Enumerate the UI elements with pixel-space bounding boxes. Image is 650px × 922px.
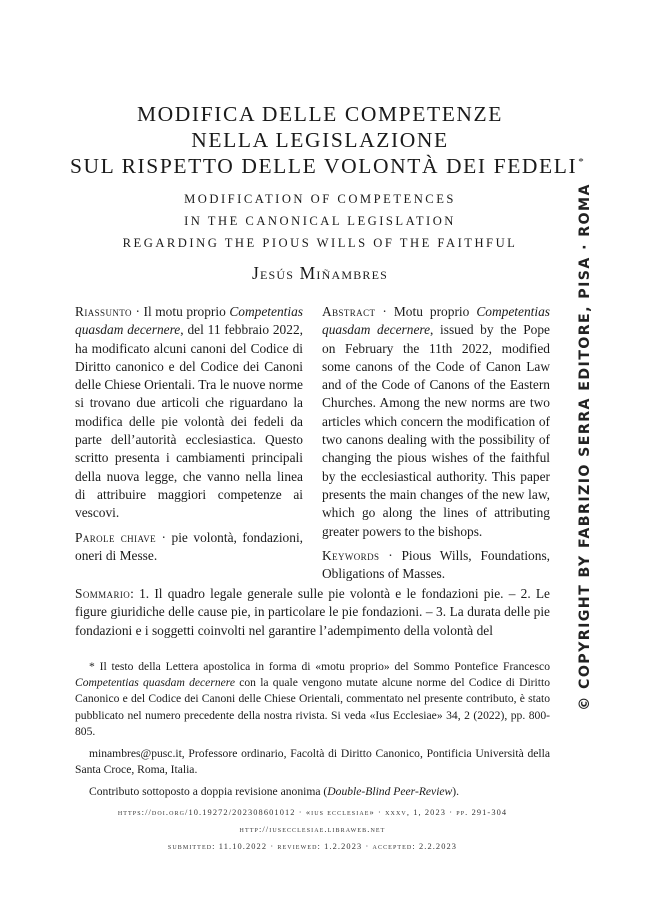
title-en-line-3: REGARDING THE PIOUS WILLS OF THE FAITHFUL: [122, 236, 518, 250]
keywords-text: Pious Wills, Foundations, Obligations of Masses.: [322, 547, 551, 582]
keywords-label: Keywords: [322, 547, 380, 563]
title-en-line-2: IN THE CANONICAL LEGISLATION: [184, 214, 456, 228]
footer-url-line: http://iusecclesiae.libraweb.net: [239, 825, 386, 834]
author-name: Jesús Miñambres: [251, 263, 389, 283]
page-footer: [75, 804, 550, 855]
footer-doi-line: https://doi.org/10.19272/202308601012 · «ius ecclesiae» · xxxv, 1, 2023 · pp. 291-304: [117, 808, 508, 817]
footnote-italic-title: Competentias quasdam decernere: [75, 676, 235, 690]
riassunto-sep: ·: [131, 304, 144, 319]
keywords-sep: ·: [379, 547, 402, 563]
parole-chiave-sep: ·: [156, 529, 172, 545]
footnote-1: [75, 659, 550, 740]
abstract-paragraph: [322, 303, 550, 541]
abstract-pre: Motu proprio: [393, 304, 477, 319]
copyright-text: © COPYRIGHT BY FABRIZIO SERRA EDITORE, PISA · ROMA: [577, 183, 593, 711]
review-note-pre: Contributo sottoposto a doppia revisione anonima (: [89, 785, 328, 799]
title-footnote-mark: *: [578, 156, 586, 168]
article-title-italian: [70, 101, 586, 179]
abstract-body: , issued by the Pope on February the 11th 2022, modified some canons of the Code of Canon Law and of the Code of Canons of the Eastern Churches. Among the new norms are two articles which concern the modification of two canons dealing with the possibility of changing the pious wishes of the faithful by the ecclesiastical authority. This paper presents the main changes of the new law, which go along the lines of attributing greater powers to the bishops.: [322, 322, 550, 539]
abstract-italian: [75, 303, 303, 565]
riassunto-italic-title: Competentias quasdam decernere: [75, 304, 304, 338]
footnote-pre: Il testo della Lettera apostolica in forma di «motu proprio» del Sommo Pontefice Francesco: [94, 660, 550, 673]
footnote-post: con la quale vengono mutate alcune norme del Codice di Diritto Canonico e del Codice dei Canoni delle Chiese Orientali, commentato nel presente contributo, è stato pubblicato nel numero precedente della nostra rivista. Si veda «Ius Ecclesiae» 34, 2 (2022), pp. 800-805.: [75, 676, 550, 738]
footnotes: [75, 659, 550, 801]
abstract-english: [322, 303, 550, 583]
affiliation-note: minambres@pusc.it, Professore ordinario, Facoltà di Diritto Canonico, Pontificia Università della Santa Croce, Roma, Italia.: [75, 747, 550, 777]
footer-dates-line: submitted: 11.10.2022 · reviewed: 1.2.2023 · accepted: 2.2.2023: [167, 842, 458, 851]
abstract-italic-title: Competentias quasdam decernere: [322, 304, 550, 338]
riassunto-pre: Il motu proprio: [143, 304, 230, 319]
abstract-label: Abstract: [322, 304, 376, 319]
footnote-mark: *: [89, 660, 95, 673]
article-title-english: [70, 188, 570, 254]
title-it-line-3-wrap: [70, 153, 586, 179]
riassunto-body: , del 11 febbraio 2022, ha modificato alcuni canoni del Codice di Diritto canonico e del Codice dei Canoni delle Chiese Orientali. Tra le nuove norme si trovano due articoli che riguardano la modifica delle pie volontà dei fedeli da parte dell’autorità ecclesiastica. Questo scritto presenta i cambiamenti principali della nuova legge, che vanno nella linea di attribuire maggiori competenze ai vescovi.: [75, 322, 303, 521]
parole-chiave-paragraph: [75, 529, 303, 566]
title-it-line-3: SUL RISPETTO DELLE VOLONTÀ DEI FEDELI: [70, 154, 578, 178]
parole-chiave-label: Parole chiave: [75, 529, 156, 545]
abstract-sep: ·: [375, 304, 394, 319]
riassunto-label: Riassunto: [75, 304, 132, 319]
sommario-paragraph: [75, 585, 550, 640]
keywords-paragraph: [322, 547, 550, 584]
sommario-text: : 1. Il quadro legale generale sulle pie volontà e le fondazioni pie. – 2. Le figure giuridiche delle cause pie, in particolare le pie fondazioni. – 3. La durata delle pie fondazioni e i soggetti coinvolti nel garantire l’adempimento della volontà del: [75, 586, 550, 638]
sommario-block: [75, 585, 550, 640]
review-note-post: ).: [452, 785, 460, 799]
review-note-italic: Double-Blind Peer-Review: [327, 785, 453, 799]
parole-chiave-text: pie volontà, fondazioni, oneri di Messe.: [75, 529, 304, 563]
title-it-line-2: NELLA LEGISLAZIONE: [191, 128, 449, 152]
riassunto-paragraph: [75, 303, 303, 523]
title-it-line-1: MODIFICA DELLE COMPETENZE: [136, 102, 504, 126]
review-note: [75, 784, 550, 800]
sommario-label: Sommario: [75, 586, 131, 601]
title-en-line-1: MODIFICATION OF COMPETENCES: [184, 192, 456, 206]
